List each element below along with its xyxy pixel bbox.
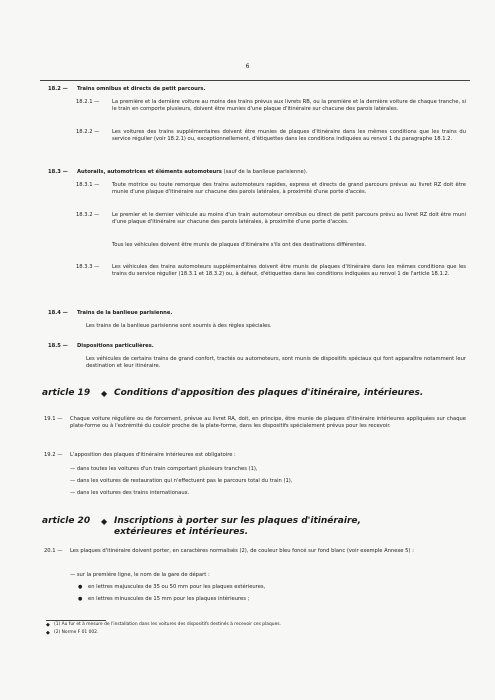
para-18-3-2: Le premier et le dernier véhicule au moins d'un train automoteur omnibus ou direct de petit parcours prévu au livret RZ doit être muni d'une plaque d'itinéraire sur chacune des parois latérales, à proximité d'une porte d'accès. [112, 212, 466, 226]
article-20-label: article 20 [42, 516, 91, 526]
section-18-5-number: 18.5 — [48, 343, 68, 349]
section-18-2-title: Trains omnibus et directs de petit parcours. [77, 86, 206, 92]
para-18-3-3-number: 18.3.3 — [76, 264, 100, 270]
list-item: en lettres majuscules de 35 ou 50 mm pour les plaques extérieures, [88, 584, 266, 590]
article-19-title: Conditions d'apposition des plaques d'itinéraire, intérieures. [114, 388, 424, 398]
para-19-1-number: 19.1 — [44, 416, 63, 422]
para-19-1: Chaque voiture régulière ou de forcement, prévue au livret RA, doit, en principe, être munie de plaques d'itinéraire intérieures appliquées sur chaque plate-forme ou à l'extrémité du couloir proche de la plate-forme, dans les dispositifs spécialement prévus pour les recevoir. [70, 416, 466, 430]
list-item: — dans les voitures des trains internationaux. [70, 490, 190, 496]
footnote-1: (1) Au fur et à mesure de l'installation dans les voitures des dispositifs destinés à recevoir ces plaques. [54, 622, 281, 627]
para-18-3-2-number: 18.3.2 — [76, 212, 100, 218]
para-18-2-1: La première et la dernière voiture au moins des trains prévus aux livrets RB, ou la première et la dernière voiture de chaque tranche, si le train en comporte plusieurs, doivent être munies d'une plaque d'itinéraire sur chacune des parois latérales. [112, 99, 466, 113]
section-18-3-title: Autorails, automotrices et éléments automoteurs [77, 169, 222, 175]
footnote-rule [46, 620, 106, 621]
diamond-bullet-icon: ◆ [46, 622, 50, 628]
top-rule [40, 80, 470, 81]
para-18-3-1: Toute motrice ou toute remorque des trains automoteurs rapides, express et directs de grand parcours prévus au livret RZ doit être munie d'une plaque d'itinéraire sur chacune des parois latérales, à proximité d'une porte d'accès. [112, 182, 466, 196]
list-item: — dans toutes les voitures d'un train comportant plusieurs tranches (1), [70, 466, 258, 472]
para-18-2-1-number: 18.2.1 — [76, 99, 100, 105]
diamond-bullet-icon: ◆ [46, 630, 50, 636]
section-18-3-title-rest: (sauf de la banlieue parisienne). [223, 169, 308, 175]
article-19-label: article 19 [42, 388, 91, 398]
para-20-1-number: 20.1 — [44, 548, 63, 554]
section-18-3-number: 18.3 — [48, 169, 68, 175]
para-18-3-3: Les véhicules des trains automoteurs supplémentaires doivent être munis de plaques d'itinéraire dans les mêmes conditions que les trains du service régulier (18.3.1 et 18.3.2) ou, à défaut, d'étiquettes dans les conditions indiquées au renvoi 1 de l'article 18.1.2. [112, 264, 466, 278]
para-18-3-1-number: 18.3.1 — [76, 182, 100, 188]
para-19-2-number: 19.2 — [44, 452, 63, 458]
section-18-3-heading [77, 169, 307, 176]
para-18-5: Les véhicules de certains trains de grand confort, tractés ou automoteurs, sont munis de dispositifs spéciaux qui font apparaître notamment leur destination et leur itinéraire. [86, 356, 466, 370]
para-18-2-2-number: 18.2.2 — [76, 129, 100, 135]
diamond-bullet-icon: ◆ [101, 389, 108, 398]
para-18-2-2: Les voitures des trains supplémentaires doivent être munies de plaques d'itinéraire dans les mêmes conditions que les trains du service régulier (voir 18.2.1) ou, exceptionnellement, d'étiquettes dans les conditions indiquées au renvoi 1 du paragraphe 18.1.2. [112, 129, 466, 143]
bullet-dot-icon: ● [78, 596, 83, 602]
page-number: 6 [245, 63, 250, 70]
list-item: — dans les voitures de restauration qui n'effectuent pas le parcours total du train (1), [70, 478, 293, 484]
section-18-4-number: 18.4 — [48, 310, 68, 316]
article-20-title: Inscriptions à porter sur les plaques d'itinéraire, extérieures et intérieures. [114, 516, 361, 537]
para-19-2: L'apposition des plaques d'itinéraire intérieures est obligatoire : [70, 452, 236, 458]
diamond-bullet-icon: ◆ [101, 517, 108, 526]
para-18-3-2b: Tous les véhicules doivent être munis de plaques d'itinéraire s'ils ont des destinations différentes. [112, 242, 367, 248]
section-18-2-number: 18.2 — [48, 86, 68, 92]
footnote-2: (2) Norme F 01 002. [54, 630, 99, 635]
para-20-1-line: — sur la première ligne, le nom de la gare de départ : [70, 572, 210, 578]
section-18-4-title: Trains de la banlieue parisienne. [77, 310, 173, 316]
para-18-4: Les trains de la banlieue parisienne sont soumis à des règles spéciales. [86, 323, 272, 329]
section-18-5-title: Dispositions particulières. [77, 343, 154, 349]
para-20-1: Les plaques d'itinéraire doivent porter, en caractères normalisés (2), de couleur bleu foncé sur fond blanc (voir exemple Annexe 5) : [70, 548, 414, 554]
list-item: en lettres minuscules de 15 mm pour les plaques intérieures ; [88, 596, 250, 602]
bullet-dot-icon: ● [78, 584, 83, 590]
